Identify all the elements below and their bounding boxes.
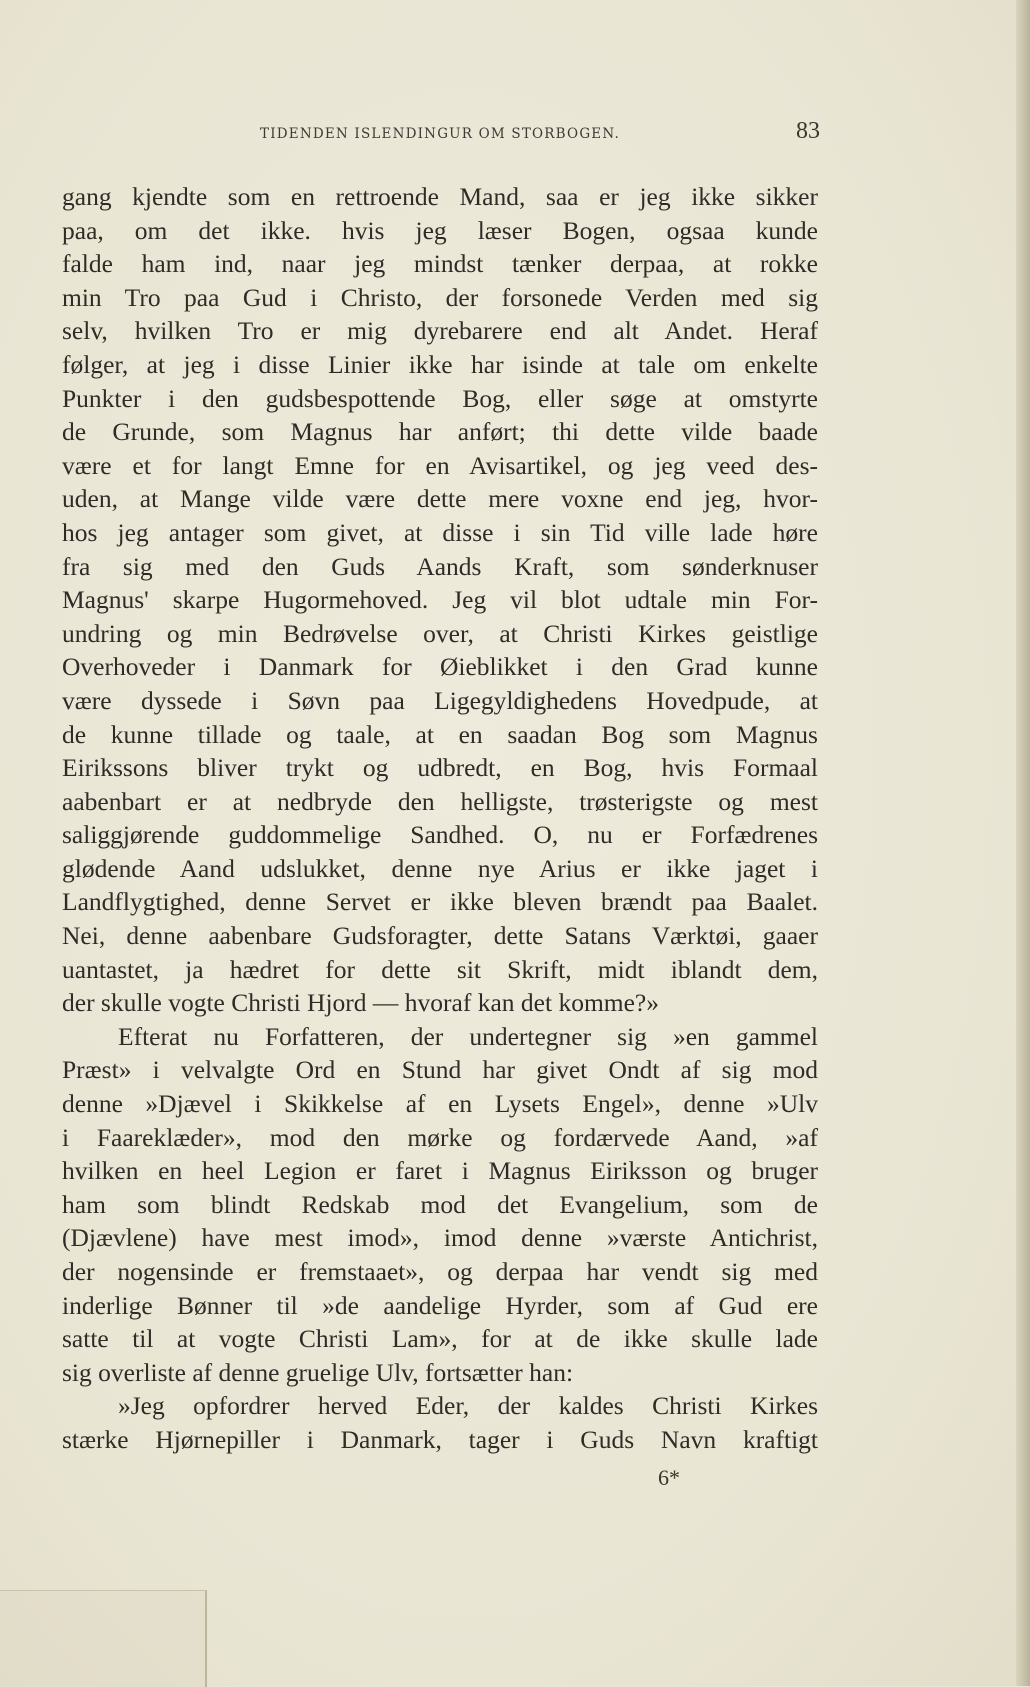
signature-mark: 6* [658,1465,680,1490]
text-line: selv, hvilken Tro er mig dyrebarere end alt Andet. Heraf [62,316,818,346]
text-line: gang kjendte som en rettroende Mand, saa er jeg ikke sikker [62,182,818,211]
text-line: følger, at jeg i disse Linier ikke har isinde at tale om enkelte [62,349,818,379]
text-line: være et for langt Emne for en Avisartikel, og jeg veed des- [62,450,818,480]
text-line: satte til at vogte Christi Lam», for at de ikke skulle lade [62,1324,818,1354]
text-line: saliggjørende guddommelige Sandhed. O, nu er Forfædrenes [62,820,818,850]
page-header [60,118,820,148]
text-line: uden, at Mange vilde være dette mere voxne end jeg, hvor- [62,484,818,514]
text-line: hvilken en heel Legion er faret i Magnus Eiriksson og bruger [62,1156,818,1186]
text-line: undring og min Bedrøvelse over, at Christi Kirkes geistlige [62,618,818,648]
text-line: der skulle vogte Christi Hjord — hvoraf kan det komme?» [62,988,659,1018]
running-head: TIDENDEN ISLENDINGUR OM STORBOGEN. [260,126,620,142]
text-line: denne »Djævel i Skikkelse af en Lysets Engel», denne »Ulv [62,1089,818,1119]
text-line: paa, om det ikke. hvis jeg læser Bogen, ogsaa kunde [62,215,818,245]
text-line: »Jeg opfordrer herved Eder, der kaldes Christi Kirkes [118,1391,818,1421]
page-edge [1016,0,1030,1686]
text-line: falde ham ind, naar jeg mindst tænker derpaa, at rokke [62,249,818,279]
text-line: der nogensinde er fremstaaet», og derpaa har vendt sig med [62,1257,818,1286]
text-line: Nei, denne aabenbare Gudsforagter, dette Satans Værktøi, gaaer [62,921,818,951]
text-line: være dyssede i Søvn paa Ligegyldighedens Hovedpude, at [62,685,818,715]
text-line: inderlige Bønner til »de aandelige Hyrder, som af Gud ere [62,1290,818,1320]
text-line: aabenbart er at nedbryde den helligste, trøsterigste og mest [62,786,818,816]
corner-mark [0,1590,207,1687]
text-line: min Tro paa Gud i Christo, der forsonede Verden med sig [62,282,818,312]
text-line: Magnus' skarpe Hugormehoved. Jeg vil blot udtale min For- [62,585,818,615]
text-line: de kunne tillade og taale, at en saadan Bog som Magnus [62,719,818,749]
text-line: Efterat nu Forfatteren, der undertegner sig »en gammel [118,1021,818,1051]
text-line: fra sig med den Guds Aands Kraft, som sønderknuser [62,551,818,581]
text-line: ham som blindt Redskab mod det Evangelium, som de [62,1189,818,1219]
text-line: (Djævlene) have mest imod», imod denne »værste Antichrist, [62,1223,818,1253]
text-line: i Faareklæder», mod den mørke og fordærvede Aand, »af [62,1122,818,1152]
text-line: Landflygtighed, denne Servet er ikke bleven brændt paa Baalet. [62,887,818,917]
text-line: glødende Aand udslukket, denne nye Arius er ikke jaget i [62,853,818,883]
text-line: sig overliste af denne gruelige Ulv, fortsætter han: [62,1357,574,1387]
text-line: hos jeg antager som givet, at disse i sin Tid ville lade høre [62,517,818,547]
body-text [62,180,818,1457]
text-line: uantastet, ja hædret for dette sit Skrift, midt iblandt dem, [62,954,818,984]
text-line: Eirikssons bliver trykt og udbredt, en Bog, hvis Formaal [62,753,818,783]
text-line: Overhoveder i Danmark for Øieblikket i den Grad kunne [62,652,818,682]
text-line: Punkter i den gudsbespottende Bog, eller søge at omstyrte [62,383,818,413]
page-number: 83 [796,118,820,144]
text-line: stærke Hjørnepiller i Danmark, tager i Guds Navn kraftigt [62,1424,818,1454]
text-line: de Grunde, som Magnus har anført; thi dette vilde baade [62,417,818,447]
text-line: Præst» i velvalgte Ord en Stund har givet Ondt af sig mod [62,1055,818,1085]
